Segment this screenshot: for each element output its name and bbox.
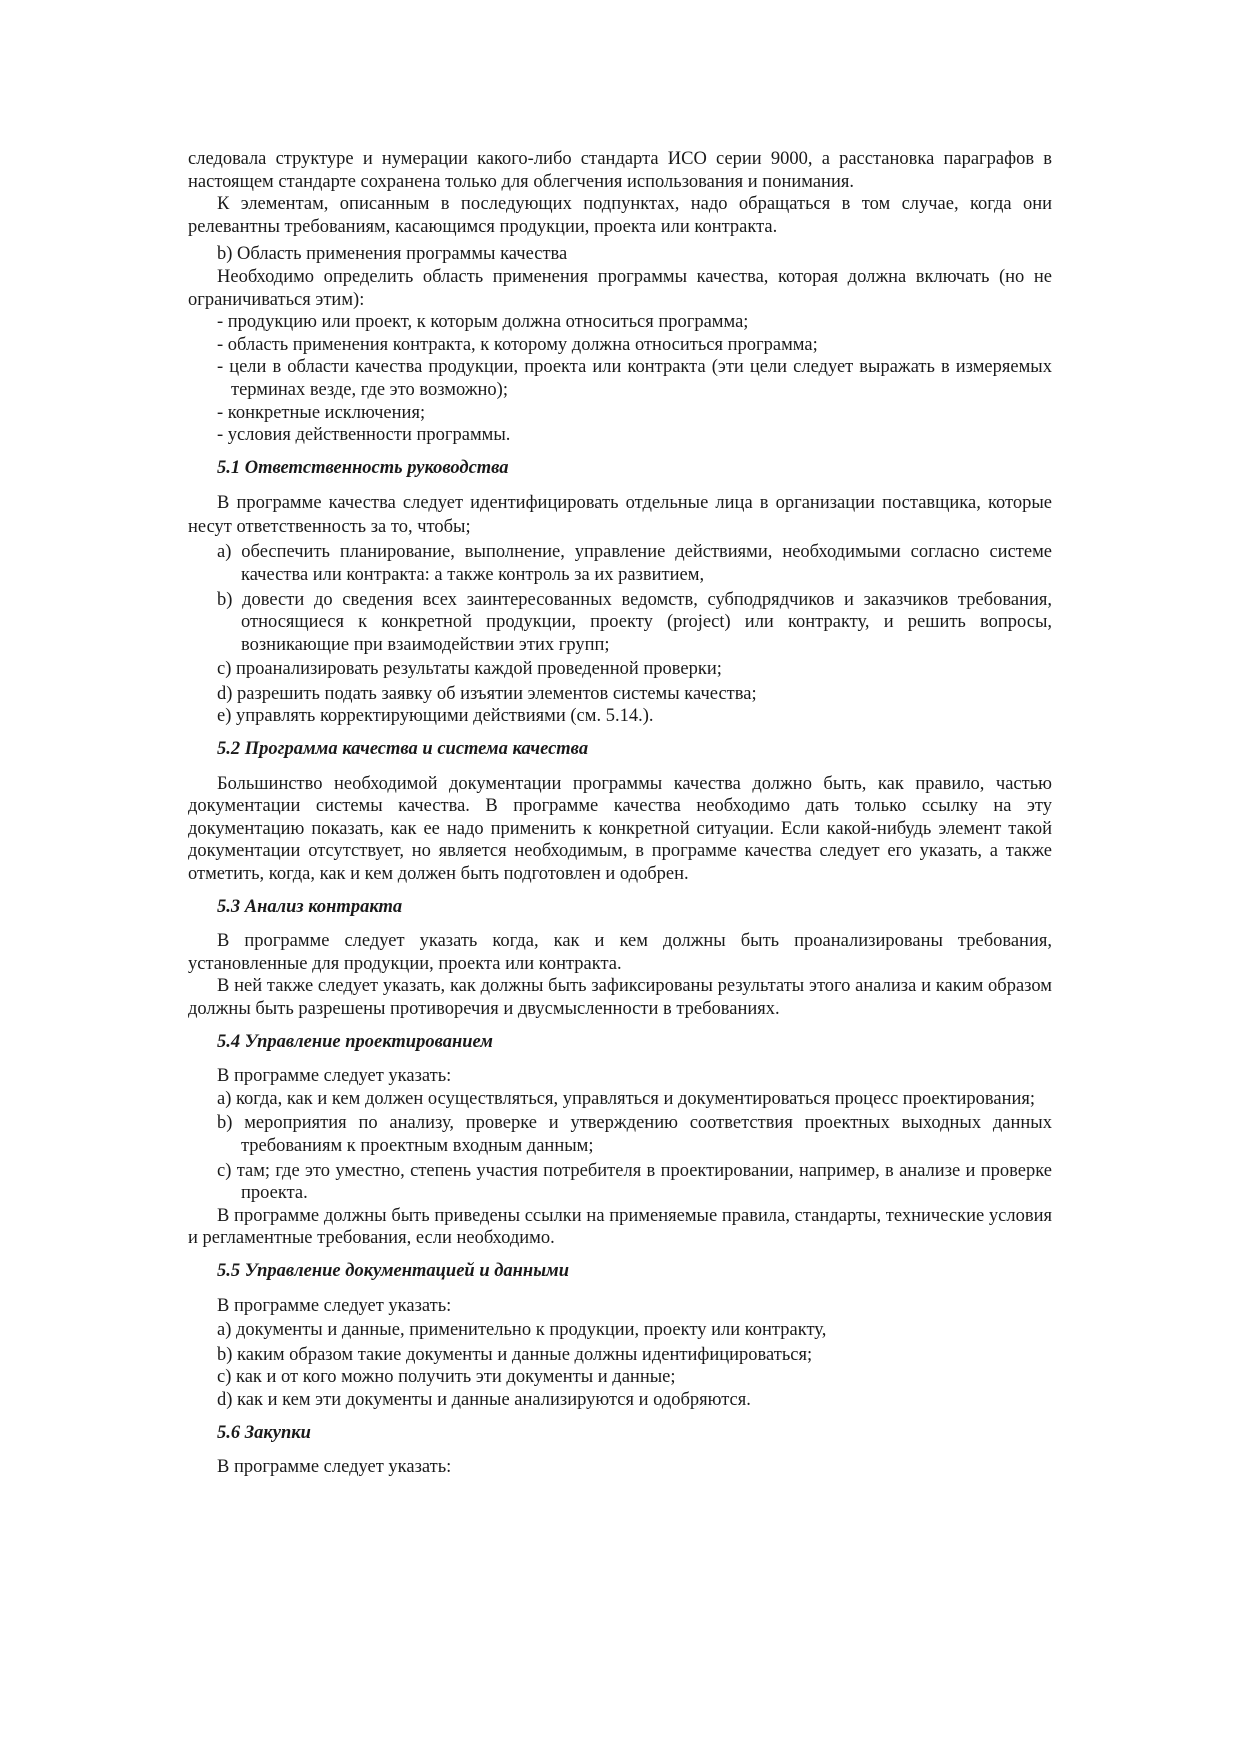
section-5-4-item-c: c) там; где это уместно, степень участия потребителя в проектировании, например, в анализе и проверке проекта. [217, 1160, 1052, 1204]
section-5-3-heading: 5.3 Анализ контракта [217, 896, 403, 917]
scope-item-5: - условия действенности программы. [217, 425, 511, 446]
scope-item-2: - область применения контракта, к которому должна относиться программа; [217, 334, 818, 355]
section-5-4-item-b: b) мероприятия по анализу, проверке и утверждению соответствия проектных выходных данных требованиям к проектным входным данным; [217, 1113, 1052, 1156]
section-5-5-item-d: d) как и кем эти документы и данные анализируются и одобряются. [217, 1389, 751, 1410]
section-5-1-item-e: e) управлять корректирующими действиями (см. 5.14.). [217, 706, 654, 727]
scope-item-4: - конкретные исключения; [217, 402, 426, 423]
intro-paragraph-2: К элементам, описанным в последующих подпунктах, надо обращаться в том случае, когда они релевантны требованиям, касающимся продукции, проекта или контракта. [188, 194, 1052, 237]
section-5-1-text: В программе качества следует идентифицировать отдельные лица в организации поставщика, которые несут ответственность за то, чтобы; [188, 493, 1052, 538]
section-5-1-item-c: c) проанализировать результаты каждой проведенной проверки; [217, 659, 722, 680]
scope-title: b) Область применения программы качества [217, 244, 568, 265]
section-5-2-heading: 5.2 Программа качества и система качества [217, 739, 589, 760]
intro-paragraph-1: следовала структуре и нумерации какого-либо стандарта ИСО серии 9000, а расстановка параграфов в настоящем стандарте сохранена только для облегчения использования и понимания. [188, 149, 1052, 192]
section-5-3-paragraph-2: В ней также следует указать, как должны быть зафиксированы результаты этого анализа и каким образом должны быть разрешены противоречия и двусмысленности в требованиях. [188, 976, 1052, 1019]
section-5-4-heading: 5.4 Управление проектированием [217, 1031, 493, 1052]
section-5-5-item-b: b) каким образом такие документы и данные должны идентифицироваться; [217, 1344, 813, 1365]
scope-item-3: - цели в области качества продукции, проекта или контракта (эти цели следует выражать в измеряемых терминах везде, где это возможно); [217, 357, 1052, 400]
scope-text: Необходимо определить область применения программы качества, которая должна включать (но не ограничиваться этим): [188, 266, 1052, 310]
section-5-1-item-a: а) обеспечить планирование, выполнение, управление действиями, необходимыми согласно системе качества или контракта: а также контроль за их развитием, [217, 542, 1052, 585]
section-5-1-item-d: d) разрешить подать заявку об изъятии элементов системы качества; [217, 683, 757, 704]
section-5-1-item-b: b) довести до сведения всех заинтересованных ведомств, субподрядчиков и заказчиков требования, относящиеся к конкретной продукции, проекту (project) или контракту, и решить вопросы, возникающие при взаимодействии этих групп; [217, 589, 1052, 655]
section-5-5-intro: В программе следует указать: [217, 1295, 452, 1316]
section-5-4-item-a: а) когда, как и кем должен осуществляться, управляться и документироваться процесс проектирования; [217, 1088, 1036, 1109]
section-5-3-paragraph-1: В программе следует указать когда, как и кем должны быть проанализированы требования, установленные для продукции, проекта или контракта. [188, 931, 1052, 974]
document-page [188, 148, 1052, 1479]
section-5-5-item-c: с) как и от кого можно получить эти документы и данные; [217, 1367, 676, 1388]
section-5-5-heading: 5.5 Управление документацией и данными [217, 1260, 569, 1281]
section-5-6-intro: В программе следует указать: [217, 1457, 452, 1478]
scope-item-1: - продукцию или проект, к которым должна относиться программа; [217, 312, 749, 333]
section-5-4-closing: В программе должны быть приведены ссылки на применяемые правила, стандарты, технические условия и регламентные требования, если необходимо. [188, 1205, 1052, 1249]
section-5-5-item-a: а) документы и данные, применительно к продукции, проекту или контракту, [217, 1320, 827, 1341]
section-5-1-heading: 5.1 Ответственность руководства [217, 457, 509, 478]
section-5-4-intro: В программе следует указать: [217, 1066, 452, 1087]
section-5-6-heading: 5.6 Закупки [217, 1422, 311, 1443]
section-5-2-text: Большинство необходимой документации программы качества должно быть, как правило, частью документации системы качества. В программе качества необходимо дать только ссылку на эту документацию показать, как ее надо применить к конкретной ситуации. Если какой-нибудь элемент такой документации отсутствует, но является необходимым, в программе качества следует его указать, а также отметить, когда, как и кем должен быть подготовлен и одобрен. [188, 773, 1052, 885]
